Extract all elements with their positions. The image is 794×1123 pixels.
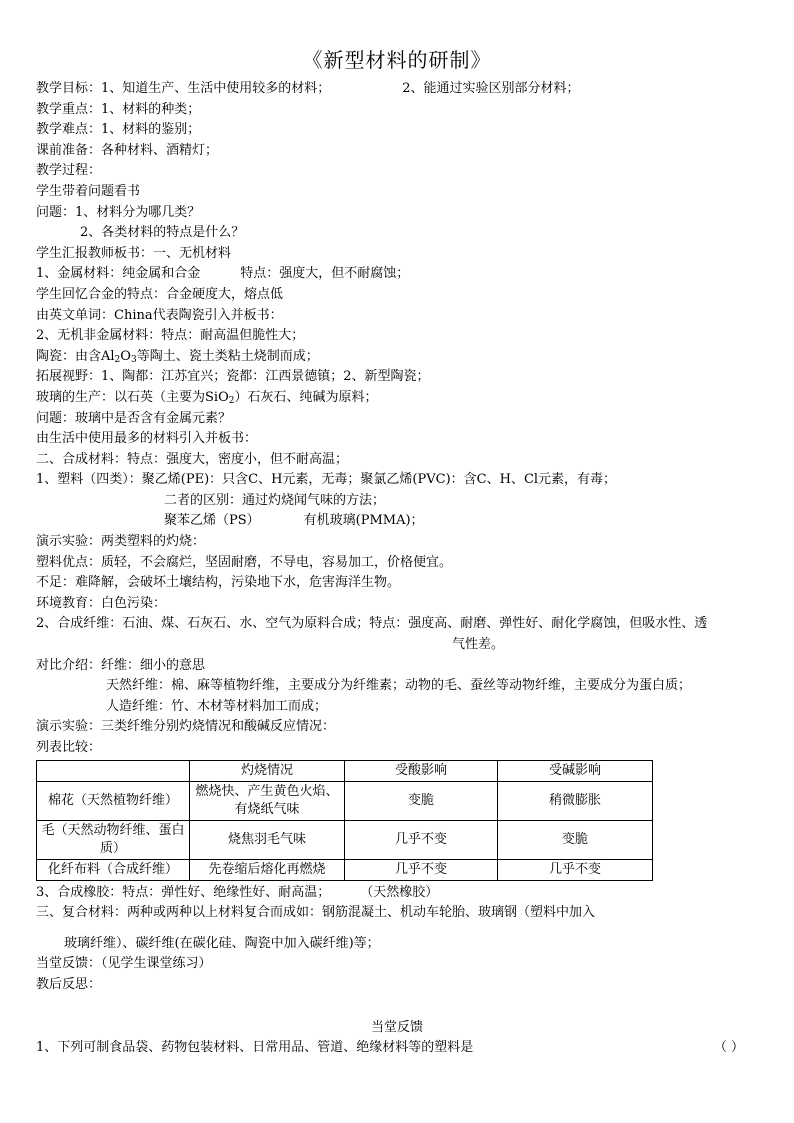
- life-intro: 由生活中使用最多的材料引入并板书：: [36, 431, 258, 447]
- table-cell: 稍微膨胀: [498, 781, 653, 820]
- alloy-feature: 学生回忆合金的特点：合金硬度大，熔点低: [36, 286, 284, 302]
- question-2: 2、各类材料的特点是什么？: [80, 225, 245, 241]
- synthetic-rubber: [36, 883, 758, 904]
- table-cell: 变脆: [345, 781, 498, 820]
- process-heading: 教学过程：: [36, 163, 102, 179]
- ceramic: [36, 347, 758, 368]
- ceramic-sub-2: 3: [130, 354, 137, 365]
- page-title: 《新型材料的研制》: [302, 48, 492, 72]
- ps-text: 聚苯乙烯（PS）: [164, 513, 260, 529]
- table-header-row: [37, 760, 653, 781]
- environment-education: 环境教育：白色污染：: [36, 595, 167, 611]
- glass-sub: 2: [228, 395, 235, 406]
- plastic-disadvantages: 不足：难降解，会破坏土壤结构，污染地下水，危害海洋生物。: [36, 575, 401, 591]
- goal-1: 教学目标：1、知道生产、生活中使用较多的材料；: [36, 81, 331, 96]
- table-header-cell: 受酸影响: [345, 760, 498, 781]
- expand-view: 拓展视野：1、陶都：江苏宜兴；瓷都：江西景德镇；2、新型陶瓷；: [36, 369, 430, 385]
- read-book: 学生带着问题看书: [36, 183, 141, 199]
- glass-production: [36, 388, 758, 409]
- composite-material: 三、复合材料：两种或两种以上材料复合而成如：钢筋混凝土、机动车轮胎、玻璃钢（塑料中加入: [36, 905, 596, 921]
- demo-fiber: 演示实验：三类纤维分别灼烧情况和酸碱反应情况：: [36, 719, 336, 735]
- table-cell: 几乎不变: [345, 859, 498, 880]
- glass-question: 问题：玻璃中是否含有金属元素？: [36, 410, 232, 426]
- synthetic-fiber: 2、合成纤维：石油、煤、石灰石、水、空气为原料合成；特点：强度高、耐磨、弹性好、耐化学腐蚀，但吸水性、透: [36, 616, 708, 632]
- metal-feature: 特点：强度大，但不耐腐蚀；: [240, 266, 410, 282]
- answer-blank: （ ）: [713, 1040, 744, 1056]
- table-cell: 几乎不变: [345, 820, 498, 859]
- plastic-types: 1、塑料（四类）：聚乙烯(PE)：只含C、H元素，无毒；聚氯乙烯(PVC)：含C、H、Cl元素，有毒；: [36, 472, 617, 488]
- plastic-advantages: 塑料优点：质轻，不会腐烂，坚固耐磨，不导电，容易加工，价格便宜。: [36, 554, 453, 570]
- exercise-1: [36, 1038, 758, 1059]
- table-row: [37, 781, 653, 820]
- table-header-cell: [37, 760, 190, 781]
- rubber-feature: 3、合成橡胶：特点：弹性好、绝缘性好、耐高温；: [36, 884, 331, 900]
- synthetic-fiber-cont: 气性差。: [452, 637, 505, 653]
- composite-material-cont: 玻璃纤维）、碳纤维(在碳化硅、陶瓷中加入碳纤维)等；: [64, 935, 380, 951]
- feedback-note: 当堂反馈：（见学生课堂练习）: [36, 956, 212, 972]
- teaching-goals: [36, 79, 758, 100]
- table-cell: 几乎不变: [498, 859, 653, 880]
- table-cell: 棉花（天然植物纤维）: [37, 781, 190, 820]
- artificial-fiber: 人造纤维：竹、木材等材料加工而成；: [106, 698, 328, 714]
- reflection: 教后反思：: [36, 976, 102, 992]
- question-1: 问题：1、材料分为哪几类？: [36, 204, 201, 220]
- ceramic-sub-1: 2: [114, 354, 121, 365]
- exercise-1-text: 1、下列可制食品袋、药物包装材料、日常用品、管道、绝缘材料等的塑料是: [36, 1040, 474, 1056]
- feedback-title: 当堂反馈: [370, 1019, 423, 1035]
- table-row: [37, 820, 653, 859]
- table-cell: 先卷缩后熔化再燃烧: [190, 859, 345, 880]
- table-row: [37, 859, 653, 880]
- metal-material: [36, 264, 758, 285]
- student-report: 学生汇报教师板书：一、无机材料: [36, 245, 232, 261]
- natural-fiber: 天然纤维：棉、麻等植物纤维，主要成分为纤维素；动物的毛、蚕丝等动物纤维，主要成分为蛋白质；: [106, 678, 692, 694]
- plastic-difference: 二者的区别：通过灼烧闻气味的方法；: [164, 492, 386, 508]
- table-cell: 烧焦羽毛气味: [190, 820, 345, 859]
- ceramic-text-c: 等陶土、瓷土类粘土烧制而成；: [136, 348, 319, 364]
- table-header-cell: 受碱影响: [498, 760, 653, 781]
- ceramic-text-b: O: [120, 348, 131, 364]
- goal-2: 2、能通过实验区别部分材料；: [402, 81, 580, 96]
- lesson-plan-page: [36, 40, 758, 1059]
- demo-plastic: 演示实验：两类塑料的灼烧：: [36, 534, 206, 550]
- table-header-cell: 灼烧情况: [190, 760, 345, 781]
- plastic-ps-pmma: [36, 511, 758, 532]
- pmma-text: 有机玻璃(PMMA)；: [303, 513, 424, 529]
- difficult-point: 教学难点：1、材料的鉴别；: [36, 122, 201, 138]
- preparation: 课前准备：各种材料、酒精灯；: [36, 142, 219, 158]
- glass-text-b: ）石灰石、纯碱为原料；: [234, 389, 378, 405]
- ceramic-text-a: 陶瓷：由含Al: [36, 348, 115, 364]
- list-compare: 列表比较：: [36, 740, 102, 755]
- table-cell: 变脆: [498, 820, 653, 859]
- fiber-comparison-table: [36, 760, 653, 881]
- contrast-intro: 对比介绍：纤维：细小的意思: [36, 657, 206, 673]
- metal-definition: 1、金属材料：纯金属和合金: [36, 266, 201, 282]
- natural-rubber: （天然橡胶）: [360, 884, 439, 900]
- china-intro: 由英文单词：China代表陶瓷引入并板书：: [36, 307, 283, 323]
- nonmetal-material: 2、无机非金属材料：特点：耐高温但脆性大；: [36, 328, 305, 344]
- table-cell: 燃烧快、产生黄色火焰、有烧纸气味: [190, 781, 345, 820]
- table-cell: 化纤布料（合成纤维）: [37, 859, 190, 880]
- table-cell: 毛（天然动物纤维、蛋白质）: [37, 820, 190, 859]
- glass-text-a: 玻璃的生产：以石英（主要为SiO: [36, 389, 229, 405]
- key-point: 教学重点：1、材料的种类；: [36, 101, 201, 117]
- synthetic-material: 二、合成材料：特点：强度大，密度小，但不耐高温；: [36, 451, 349, 467]
